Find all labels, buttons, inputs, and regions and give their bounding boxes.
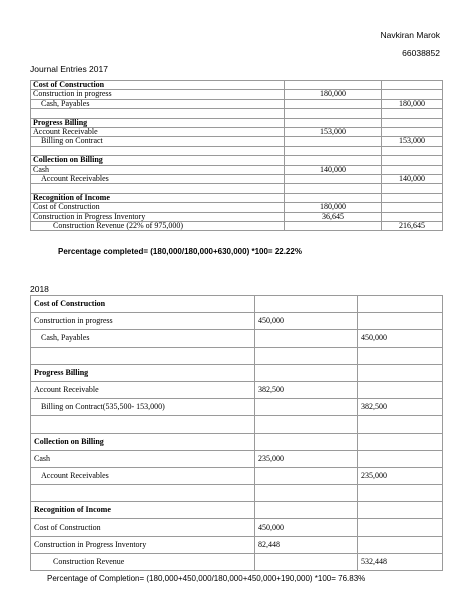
percentage-note-2018: Percentage of Completion= (180,000+450,000/180,000+450,000+190,000) *100= 76.83% (47, 574, 366, 583)
account-cell: Construction Revenue (31, 553, 255, 570)
table-row (31, 347, 443, 364)
debit-cell (255, 330, 358, 347)
student-id: 66038852 (402, 48, 440, 58)
account-cell: Cash (31, 450, 255, 467)
debit-cell (255, 347, 358, 364)
credit-cell: 532,448 (358, 553, 443, 570)
credit-cell: 450,000 (358, 330, 443, 347)
credit-cell (382, 118, 443, 127)
account-cell: Account Receivables (31, 467, 255, 484)
credit-cell (382, 193, 443, 202)
account-cell: Construction Revenue (22% of 975,000) (31, 222, 285, 231)
credit-cell: 235,000 (358, 467, 443, 484)
debit-cell: 450,000 (255, 519, 358, 536)
credit-cell (382, 109, 443, 118)
table-row (31, 467, 443, 484)
table-row (31, 203, 443, 212)
account-cell: Construction in Progress Inventory (31, 212, 285, 221)
account-cell: Collection on Billing (31, 433, 255, 450)
account-cell: Cost of Construction (31, 203, 285, 212)
account-cell: Cost of Construction (31, 81, 285, 90)
debit-cell (255, 433, 358, 450)
account-cell: Construction in progress (31, 313, 255, 330)
percentage-note-2017: Percentage completed= (180,000/180,000+630,000) *100= 22.22% (58, 247, 302, 256)
credit-cell: 180,000 (382, 99, 443, 108)
debit-cell (285, 156, 382, 165)
table-row (31, 399, 443, 416)
table-row (31, 175, 443, 184)
table-row (31, 165, 443, 174)
account-cell: Construction in progress (31, 90, 285, 99)
account-cell (31, 109, 285, 118)
debit-cell: 382,500 (255, 381, 358, 398)
debit-cell: 235,000 (255, 450, 358, 467)
account-cell: Account Receivables (31, 175, 285, 184)
table-row (31, 313, 443, 330)
credit-cell (382, 165, 443, 174)
debit-cell (285, 81, 382, 90)
account-cell: Cash, Payables (31, 99, 285, 108)
debit-cell (255, 296, 358, 313)
debit-cell (285, 146, 382, 155)
debit-cell: 36,645 (285, 212, 382, 221)
table-row (31, 118, 443, 127)
credit-cell: 153,000 (382, 137, 443, 146)
debit-cell (255, 416, 358, 433)
debit-cell (255, 364, 358, 381)
credit-cell (358, 364, 443, 381)
table-row (31, 128, 443, 137)
debit-cell (285, 99, 382, 108)
table-row (31, 416, 443, 433)
debit-cell (285, 222, 382, 231)
credit-cell (358, 416, 443, 433)
account-cell (31, 146, 285, 155)
section-title-2018: 2018 (30, 284, 49, 294)
table-row (31, 485, 443, 502)
debit-cell (255, 467, 358, 484)
credit-cell (358, 450, 443, 467)
table-row (31, 222, 443, 231)
table-row (31, 137, 443, 146)
account-cell: Cost of Construction (31, 519, 255, 536)
table-row (31, 502, 443, 519)
credit-cell (382, 212, 443, 221)
table-row (31, 99, 443, 108)
debit-cell (285, 175, 382, 184)
journal-table-2018 (30, 295, 443, 571)
debit-cell (285, 184, 382, 193)
debit-cell (285, 137, 382, 146)
table-row (31, 212, 443, 221)
credit-cell (358, 502, 443, 519)
account-cell: Progress Billing (31, 364, 255, 381)
credit-cell (382, 156, 443, 165)
table-row (31, 90, 443, 99)
credit-cell (358, 296, 443, 313)
debit-cell (255, 553, 358, 570)
table-row (31, 156, 443, 165)
account-cell: Recognition of Income (31, 193, 285, 202)
account-cell: Cash (31, 165, 285, 174)
account-cell: Collection on Billing (31, 156, 285, 165)
credit-cell: 382,500 (358, 399, 443, 416)
account-cell: Progress Billing (31, 118, 285, 127)
debit-cell (285, 118, 382, 127)
author-name: Navkiran Marok (380, 30, 440, 40)
table-row (31, 184, 443, 193)
debit-cell: 180,000 (285, 90, 382, 99)
credit-cell (382, 203, 443, 212)
table-row (31, 433, 443, 450)
table-row (31, 109, 443, 118)
account-cell: Billing on Contract (31, 137, 285, 146)
credit-cell (358, 485, 443, 502)
debit-cell: 82,448 (255, 536, 358, 553)
account-cell: Cost of Construction (31, 296, 255, 313)
credit-cell (382, 184, 443, 193)
credit-cell (382, 146, 443, 155)
account-cell: Recognition of Income (31, 502, 255, 519)
account-cell: Construction in Progress Inventory (31, 536, 255, 553)
journal-table-2017 (30, 80, 443, 231)
credit-cell (358, 381, 443, 398)
account-cell (31, 184, 285, 193)
table-row (31, 450, 443, 467)
table-row (31, 536, 443, 553)
debit-cell (285, 193, 382, 202)
credit-cell (358, 433, 443, 450)
table-row (31, 296, 443, 313)
account-cell: Cash, Payables (31, 330, 255, 347)
credit-cell (382, 81, 443, 90)
table-row (31, 81, 443, 90)
table-row (31, 381, 443, 398)
credit-cell: 216,645 (382, 222, 443, 231)
table-row (31, 193, 443, 202)
debit-cell: 180,000 (285, 203, 382, 212)
account-cell: Account Receivable (31, 128, 285, 137)
credit-cell (358, 536, 443, 553)
debit-cell: 153,000 (285, 128, 382, 137)
debit-cell: 140,000 (285, 165, 382, 174)
account-cell (31, 485, 255, 502)
table-row (31, 364, 443, 381)
account-cell (31, 347, 255, 364)
table-row (31, 330, 443, 347)
account-cell: Account Receivable (31, 381, 255, 398)
credit-cell (358, 347, 443, 364)
credit-cell (358, 519, 443, 536)
credit-cell (382, 90, 443, 99)
credit-cell (358, 313, 443, 330)
credit-cell: 140,000 (382, 175, 443, 184)
account-cell: Billing on Contract(535,500- 153,000) (31, 399, 255, 416)
debit-cell (255, 399, 358, 416)
debit-cell (255, 485, 358, 502)
account-cell (31, 416, 255, 433)
table-row (31, 146, 443, 155)
debit-cell: 450,000 (255, 313, 358, 330)
debit-cell (255, 502, 358, 519)
debit-cell (285, 109, 382, 118)
credit-cell (382, 128, 443, 137)
table-row (31, 519, 443, 536)
table-row (31, 553, 443, 570)
section-title-2017: Journal Entries 2017 (30, 64, 108, 74)
